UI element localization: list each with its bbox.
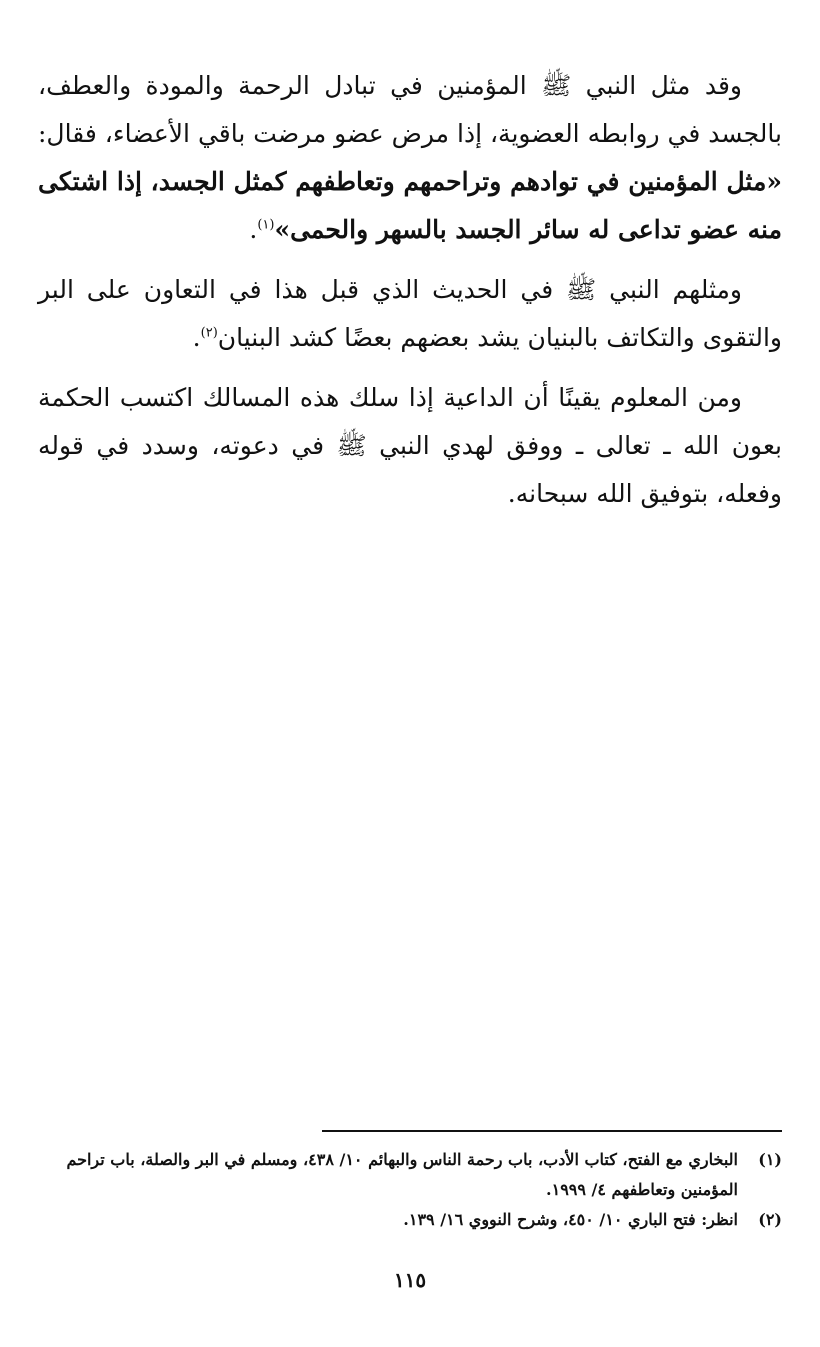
footnote-2 bbox=[38, 1205, 782, 1235]
paragraph-3-text: ومن المعلوم يقينًا أن الداعية إذا سلك هذه المسالك اكتسب الحكمة بعون الله ـ تعالى ـ ووفق لهدي النبي ﷺ في دعوته، وسدد في قوله وفعله، بتوفيق الله سبحانه. bbox=[38, 383, 782, 508]
paragraph-3 bbox=[38, 374, 782, 518]
paragraph-2-end: . bbox=[192, 323, 201, 352]
page-number: ١١٥ bbox=[393, 1268, 427, 1292]
paragraph-1 bbox=[38, 62, 782, 254]
main-text bbox=[38, 62, 782, 530]
footnotes bbox=[38, 1145, 782, 1235]
paragraph-1-end: . bbox=[249, 215, 258, 244]
footnote-1 bbox=[38, 1145, 782, 1205]
hadith-quote: «مثل المؤمنين في توادهم وتراحمهم وتعاطفهم كمثل الجسد، إذا اشتكى منه عضو تداعى له سائر الجسد بالسهر والحمى» bbox=[38, 167, 782, 244]
footnote-2-number: (٢) bbox=[758, 1210, 782, 1229]
footnote-1-text: البخاري مع الفتح، كتاب الأدب، باب رحمة الناس والبهائم ١٠/ ٤٣٨، ومسلم في البر والصلة، باب تراحم المؤمنين وتعاطفهم ٤/ ١٩٩٩. bbox=[66, 1150, 738, 1199]
footnote-1-number: (١) bbox=[758, 1150, 782, 1169]
footnote-ref-2[interactable]: (٢) bbox=[200, 325, 218, 341]
footnote-ref-1[interactable]: (١) bbox=[257, 217, 275, 233]
paragraph-2 bbox=[38, 266, 782, 362]
footnote-2-text: انظر: فتح الباري ١٠/ ٤٥٠، وشرح النووي ١٦/ ١٣٩. bbox=[403, 1210, 738, 1229]
footnote-divider bbox=[322, 1130, 782, 1132]
paragraph-2-text: ومثلهم النبي ﷺ في الحديث الذي قبل هذا في التعاون على البر والتقوى والتكاتف بالبنيان يشد بعضهم بعضًا كشد البنيان bbox=[38, 275, 782, 352]
paragraph-1-intro: وقد مثل النبي ﷺ المؤمنين في تبادل الرحمة والمودة والعطف، بالجسد في روابطه العضوية، إذا مرض عضو مرضت باقي الأعضاء، فقال: bbox=[38, 71, 782, 148]
